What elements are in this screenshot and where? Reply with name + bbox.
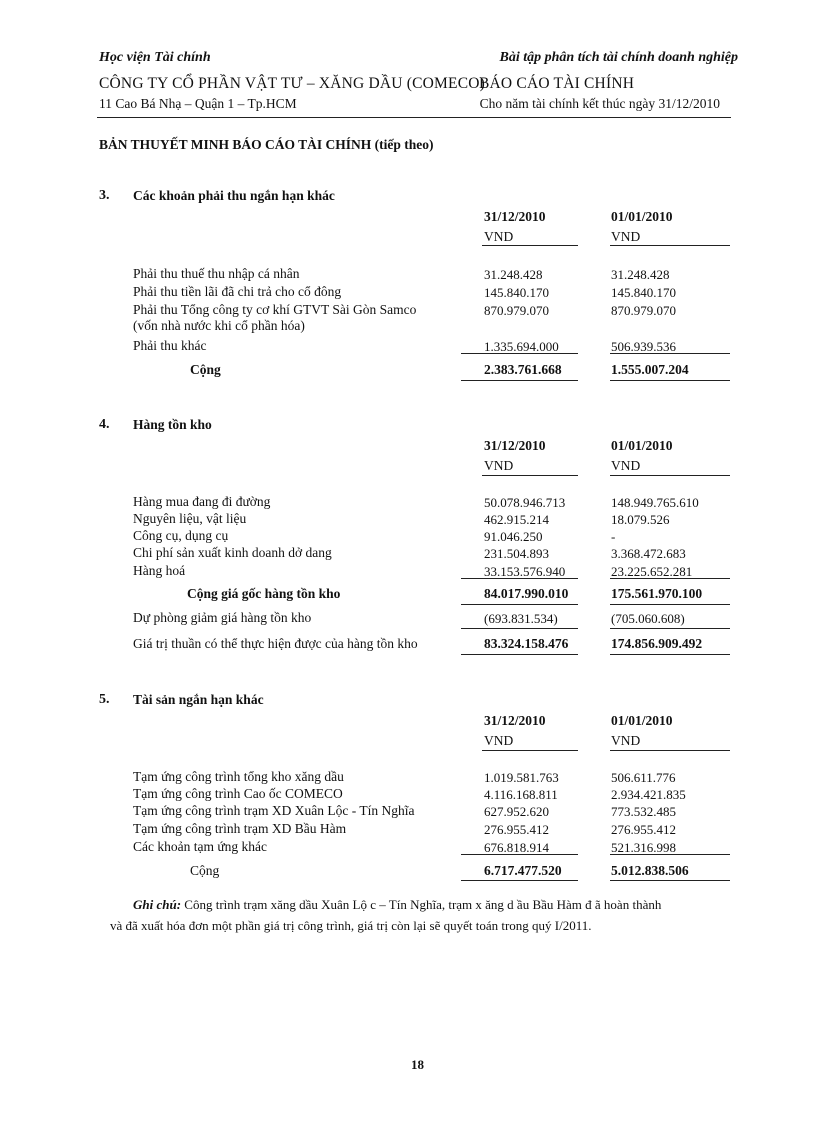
row-value-2010: 231.504.893 xyxy=(484,546,549,561)
total-value-2009: 1.555.007.204 xyxy=(611,362,689,377)
column-rule xyxy=(610,750,730,751)
row-value-2010: 870.979.070 xyxy=(484,303,549,318)
report-period: Cho năm tài chính kết thúc ngày 31/12/2010 xyxy=(479,96,720,111)
total-rule xyxy=(610,880,730,881)
column-rule xyxy=(482,475,578,476)
header-course: Bài tập phân tích tài chính doanh nghiệp xyxy=(499,50,738,65)
section-title: Các khoản phải thu ngắn hạn khác xyxy=(133,188,335,203)
sum-rule xyxy=(461,578,578,579)
column-rule xyxy=(482,245,578,246)
column-header-2010: 31/12/2010 xyxy=(484,209,546,224)
column-rule xyxy=(610,475,730,476)
net-rule xyxy=(610,654,730,655)
provision-rule xyxy=(610,628,730,629)
subtotal-label: Cộng giá gốc hàng tồn kho xyxy=(187,586,341,601)
sum-rule xyxy=(461,353,578,354)
sum-rule xyxy=(610,854,730,855)
sum-rule xyxy=(610,578,730,579)
row-value-2009: 18.079.526 xyxy=(611,512,670,527)
company-address: 11 Cao Bá Nhạ – Quận 1 – Tp.HCM xyxy=(99,96,297,111)
header-rule xyxy=(97,117,731,118)
row-value-2010: 276.955.412 xyxy=(484,822,549,837)
row-value-2010: 4.116.168.811 xyxy=(484,787,558,802)
row-label: Phải thu tiền lãi đã chi trả cho cổ đông xyxy=(133,284,342,299)
total-value-2009: 5.012.838.506 xyxy=(611,863,689,878)
total-label: Cộng xyxy=(190,362,221,377)
row-value-2010: 1.019.581.763 xyxy=(484,770,559,785)
row-value-2010: 31.248.428 xyxy=(484,267,543,282)
row-value-2009: 23.225.652.281 xyxy=(611,564,693,579)
row-label: Phải thu thuế thu nhập cá nhân xyxy=(133,266,300,281)
row-value-2009: 276.955.412 xyxy=(611,822,676,837)
row-value-2010: 91.046.250 xyxy=(484,529,543,544)
row-value-2009: 148.949.765.610 xyxy=(611,495,699,510)
column-header-2009: 01/01/2010 xyxy=(611,713,673,728)
row-label: Hàng hoá xyxy=(133,563,186,578)
subtotal-value-2009: 175.561.970.100 xyxy=(611,586,703,601)
sum-rule xyxy=(610,353,730,354)
note-text: Công trình trạm xăng dầu Xuân Lộ c – Tín Nghĩa, trạm x ăng d ầu Bầu Hàm đ ã hoàn thành xyxy=(184,897,662,912)
row-value-2010: 33.153.576.940 xyxy=(484,564,566,579)
total-rule xyxy=(610,380,730,381)
total-value-2010: 2.383.761.668 xyxy=(484,362,562,377)
total-value-2010: 6.717.477.520 xyxy=(484,863,562,878)
column-header-2010: 31/12/2010 xyxy=(484,713,546,728)
note-label: Ghi chú: xyxy=(133,897,182,912)
row-value-2010: 462.915.214 xyxy=(484,512,549,527)
unit-label: VND xyxy=(484,458,514,473)
page-number: 18 xyxy=(411,1057,424,1072)
unit-label: VND xyxy=(484,229,514,244)
row-label: Các khoản tạm ứng khác xyxy=(133,839,268,854)
row-value-2010: 676.818.914 xyxy=(484,840,549,855)
subtotal-rule xyxy=(461,604,578,605)
unit-label: VND xyxy=(611,458,641,473)
row-label: Tạm ứng công trình trạm XD Bầu Hàm xyxy=(133,821,347,836)
provision-value-2010: (693.831.534) xyxy=(484,611,558,626)
section-number: 3. xyxy=(99,188,110,203)
net-value-label: Giá trị thuần có thể thực hiện được của hàng tồn kho xyxy=(133,636,418,651)
row-label: Nguyên liệu, vật liệu xyxy=(133,511,247,526)
row-value-2009: - xyxy=(611,529,616,544)
column-header-2009: 01/01/2010 xyxy=(611,209,673,224)
total-rule xyxy=(461,380,578,381)
note-line-2: và đã xuất hóa đơn một phần giá trị công trình, giá trị còn lại sẽ quyết toán trong quý I/2011. xyxy=(110,918,592,933)
provision-label: Dự phòng giảm giá hàng tồn kho xyxy=(133,610,312,625)
header-institution: Học viện Tài chính xyxy=(99,50,211,65)
section-number: 4. xyxy=(99,417,110,432)
note-line-1 xyxy=(133,894,661,915)
unit-label: VND xyxy=(484,733,514,748)
row-label: Tạm ứng công trình Cao ốc COMECO xyxy=(133,786,343,801)
row-label-continued: (vốn nhà nước khi cổ phần hóa) xyxy=(133,318,305,333)
row-label: Công cụ, dụng cụ xyxy=(133,528,229,543)
row-label: Phải thu khác xyxy=(133,338,207,353)
row-value-2009: 2.934.421.835 xyxy=(611,787,686,802)
row-label: Phải thu Tổng công ty cơ khí GTVT Sài Gòn Samco xyxy=(133,302,417,317)
row-value-2009: 3.368.472.683 xyxy=(611,546,686,561)
unit-label: VND xyxy=(611,733,641,748)
row-label: Tạm ứng công trình trạm XD Xuân Lộc - Tín Nghĩa xyxy=(133,803,415,818)
row-value-2009: 773.532.485 xyxy=(611,804,676,819)
section-number: 5. xyxy=(99,692,110,707)
subtotal-rule xyxy=(610,604,730,605)
net-value-2009: 174.856.909.492 xyxy=(611,636,703,651)
total-label: Cộng xyxy=(190,863,220,878)
provision-value-2009: (705.060.608) xyxy=(611,611,685,626)
net-value-2010: 83.324.158.476 xyxy=(484,636,569,651)
row-value-2010: 627.952.620 xyxy=(484,804,549,819)
row-value-2009: 506.611.776 xyxy=(611,770,676,785)
row-value-2009: 145.840.170 xyxy=(611,285,676,300)
column-rule xyxy=(610,245,730,246)
sum-rule xyxy=(461,854,578,855)
row-value-2010: 50.078.946.713 xyxy=(484,495,566,510)
row-value-2009: 31.248.428 xyxy=(611,267,670,282)
page-title: BẢN THUYẾT MINH BÁO CÁO TÀI CHÍNH (tiếp theo) xyxy=(99,137,434,152)
row-value-2010: 1.335.694.000 xyxy=(484,339,559,354)
subtotal-value-2010: 84.017.990.010 xyxy=(484,586,569,601)
row-value-2009: 870.979.070 xyxy=(611,303,676,318)
row-label: Hàng mua đang đi đường xyxy=(133,494,271,509)
row-label: Tạm ứng công trình tổng kho xăng dầu xyxy=(133,769,344,784)
column-header-2009: 01/01/2010 xyxy=(611,438,673,453)
provision-rule xyxy=(461,628,578,629)
column-header-2010: 31/12/2010 xyxy=(484,438,546,453)
row-value-2010: 145.840.170 xyxy=(484,285,549,300)
row-label: Chi phí sản xuất kinh doanh dở dang xyxy=(133,545,332,560)
report-name: BÁO CÁO TÀI CHÍNH xyxy=(479,75,635,92)
row-value-2009: 506.939.536 xyxy=(611,339,676,354)
column-rule xyxy=(482,750,578,751)
company-name: CÔNG TY CỔ PHẦN VẬT TƯ – XĂNG DẦU (COMECO) xyxy=(99,75,485,92)
total-rule xyxy=(461,880,578,881)
section-title: Tài sản ngắn hạn khác xyxy=(133,692,264,707)
row-value-2009: 521.316.998 xyxy=(611,840,676,855)
unit-label: VND xyxy=(611,229,641,244)
section-title: Hàng tồn kho xyxy=(133,417,212,432)
net-rule xyxy=(461,654,578,655)
